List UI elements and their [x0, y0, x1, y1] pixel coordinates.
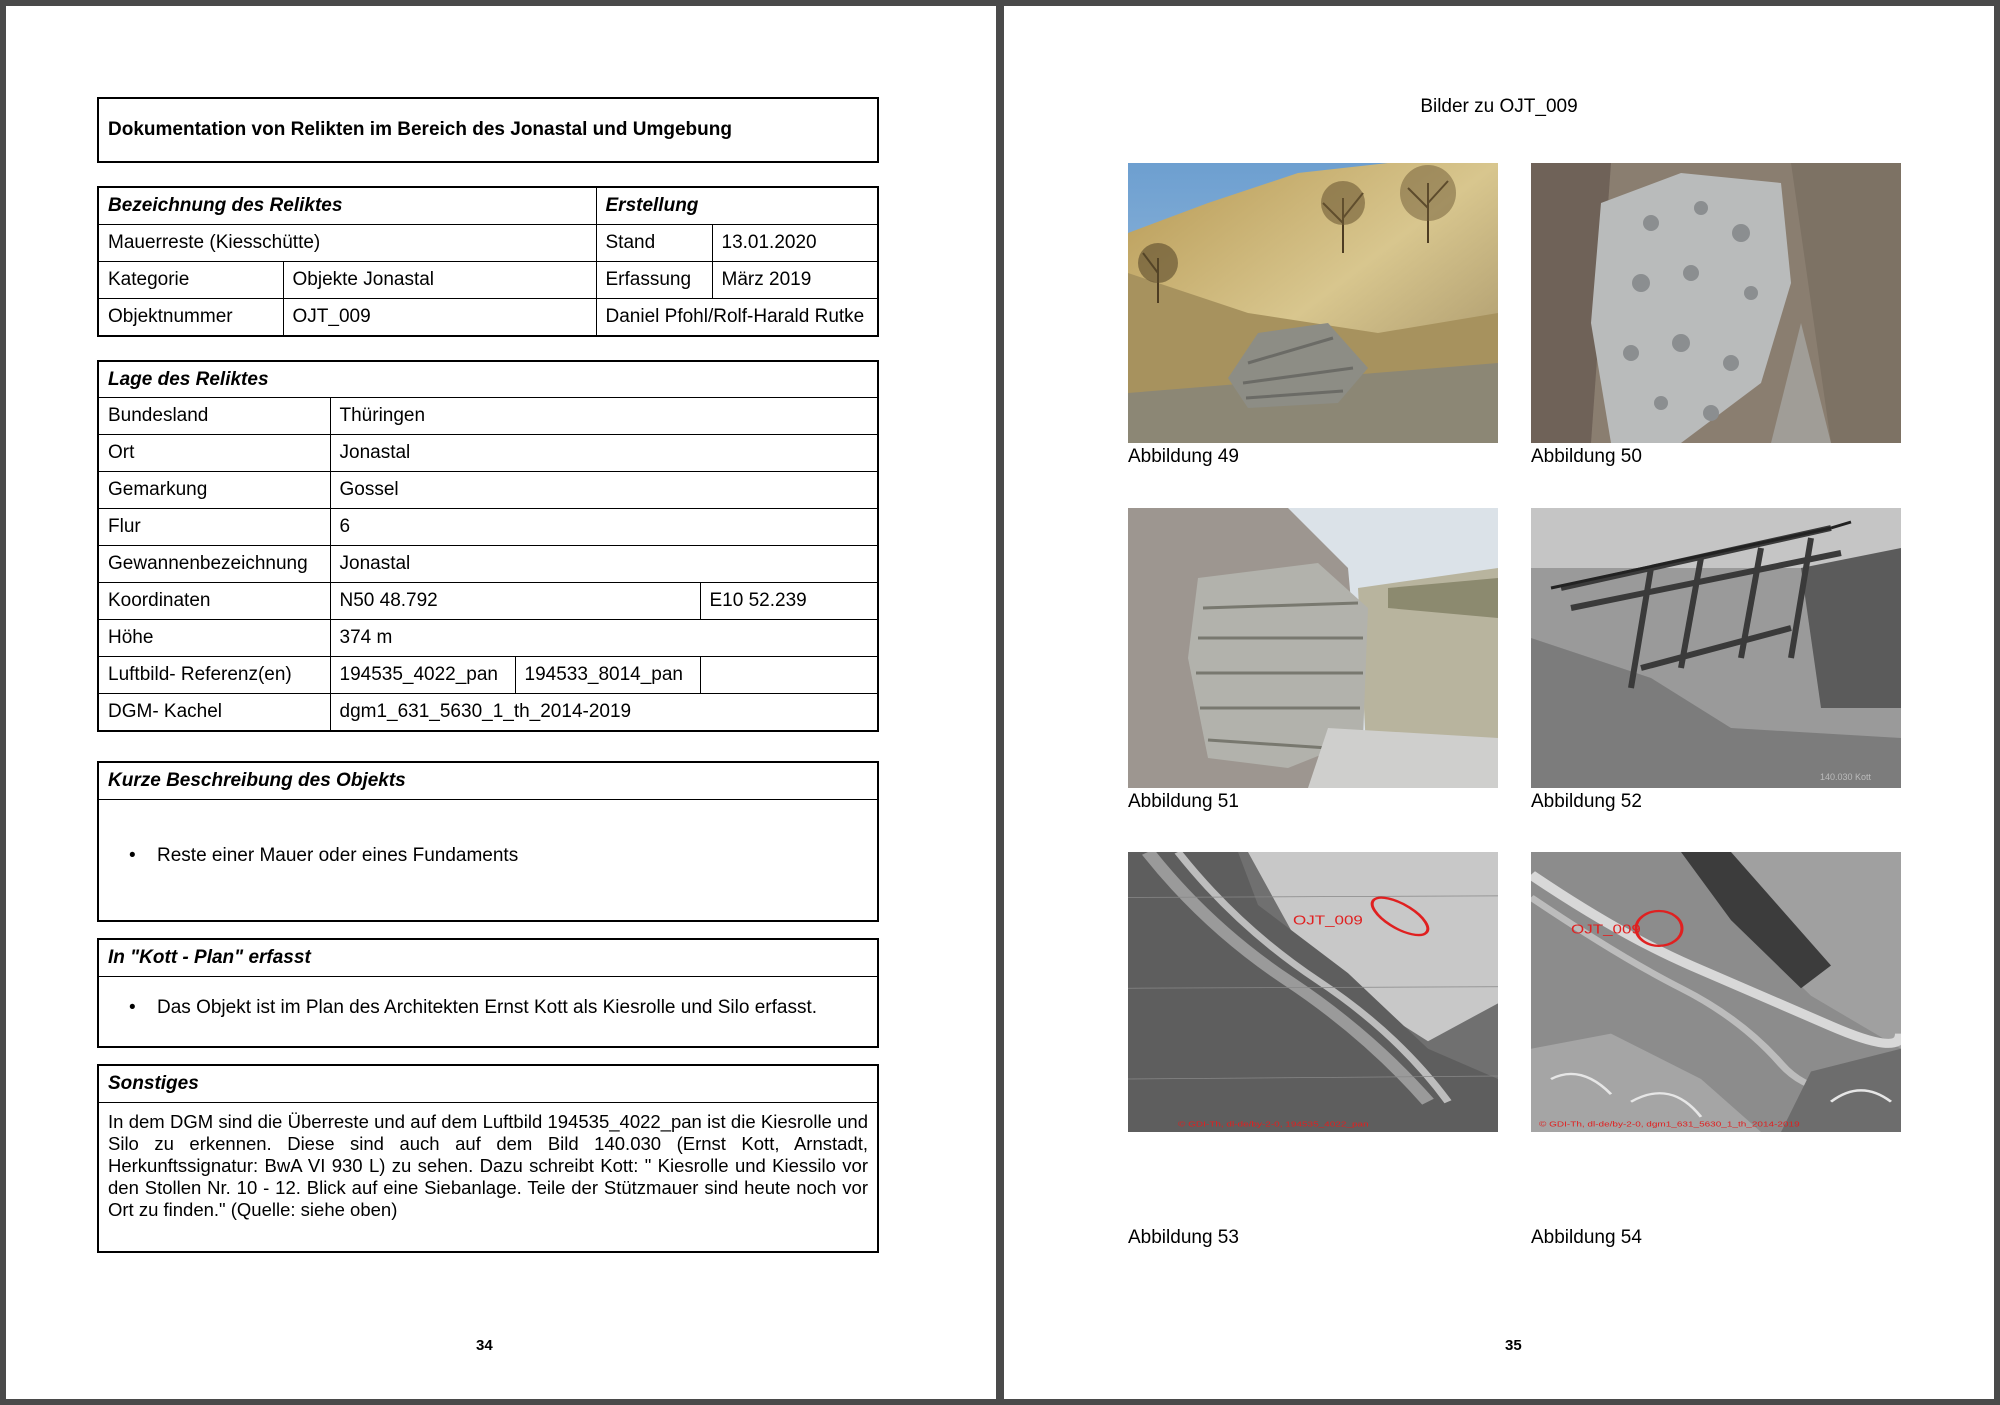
figure-52-credit: 140.030 Kott — [1819, 772, 1871, 782]
stand-value: 13.01.2020 — [712, 225, 877, 262]
table-row — [99, 509, 877, 546]
figures-title: Bilder zu OJT_009 — [1420, 96, 1578, 117]
kott-plan-heading: In "Kott - Plan" erfasst — [99, 940, 877, 977]
table-row — [99, 472, 877, 509]
row-value: Jonastal — [330, 435, 877, 472]
row-label: Ort — [99, 435, 330, 472]
table-row — [99, 299, 877, 336]
figure-53-aerial — [1128, 852, 1498, 1132]
kott-plan-bullet: • Das Objekt ist im Plan des Architekten Ernst Kott als Kiesrolle und Silo erfasst. — [99, 997, 877, 1019]
table-row — [99, 694, 877, 731]
figure-50-caption: Abbildung 50 — [1531, 446, 1642, 467]
row-label: Gemarkung — [99, 472, 330, 509]
figure-51-photo — [1128, 508, 1498, 788]
row-value: Gossel — [330, 472, 877, 509]
figure-54-label: OJT_009 — [1571, 922, 1641, 938]
document-title-box — [97, 97, 879, 163]
erfassung-label: Erfassung — [596, 262, 712, 299]
location-table — [97, 360, 879, 732]
location-heading: Lage des Reliktes — [99, 362, 877, 398]
description-heading: Kurze Beschreibung des Objekts — [99, 763, 877, 800]
left-page — [6, 6, 996, 1399]
row-label: Koordinaten — [99, 583, 330, 620]
right-page — [1004, 6, 1994, 1399]
figure-53-label: OJT_009 — [1293, 913, 1363, 929]
table-row — [99, 435, 877, 472]
document-title: Dokumentation von Relikten im Bereich des Jonastal und Umgebung — [108, 119, 732, 140]
relict-name: Mauerreste (Kiesschütte) — [99, 225, 596, 262]
figure-49-caption: Abbildung 49 — [1128, 446, 1239, 467]
stand-label: Stand — [596, 225, 712, 262]
row-label: Höhe — [99, 620, 330, 657]
table-row — [99, 546, 877, 583]
figure-54-dgm — [1531, 852, 1901, 1132]
row-value: dgm1_631_5630_1_th_2014-2019 — [330, 694, 877, 731]
misc-box — [97, 1064, 879, 1253]
figure-49-photo — [1128, 163, 1498, 443]
misc-text: In dem DGM sind die Überreste und auf dem Luftbild 194535_4022_pan ist die Kiesrolle und Silo zu erkennen. Diese sind auch auf dem Bild 140.030 (Ernst Kott, Arnstadt, Herkunftssignatur: BwA VI 930 L) zu sehen. Dazu schreibt Kott: " Kiesrolle und Kiessilo vor den Stollen Nr. 10 - 12. Blick auf eine Siebanlage. Teile der Stützmauer sind heute noch vor Ort zu finden." (Quelle: siehe oben) — [108, 1111, 868, 1220]
erfassung-value: März 2019 — [712, 262, 877, 299]
page-number: 35 — [1505, 1337, 1522, 1354]
description-bullet: • Reste einer Mauer oder eines Fundaments — [99, 845, 877, 867]
header-erstellung: Erstellung — [596, 188, 877, 225]
kategorie-label: Kategorie — [99, 262, 283, 299]
figure-52-photo — [1531, 508, 1901, 788]
figure-53-credit: © GDI-Th, dl-de/by-2-0, 194535_4022_pan — [1178, 1119, 1369, 1129]
authors: Daniel Pfohl/Rolf-Harald Rutke — [596, 299, 877, 336]
latitude-value: N50 48.792 — [330, 583, 700, 620]
header-bezeichnung: Bezeichnung des Reliktes — [99, 188, 596, 225]
longitude-value: E10 52.239 — [700, 583, 877, 620]
aerial-ref-1: 194535_4022_pan — [330, 657, 515, 694]
figure-53-caption: Abbildung 53 — [1128, 1227, 1239, 1248]
table-row — [99, 657, 877, 694]
misc-heading: Sonstiges — [99, 1066, 877, 1103]
row-value: 374 m — [330, 620, 877, 657]
figure-52-caption: Abbildung 52 — [1531, 791, 1642, 812]
description-box — [97, 761, 879, 922]
table-row — [99, 262, 877, 299]
row-label: Gewannenbezeichnung — [99, 546, 330, 583]
row-label: DGM- Kachel — [99, 694, 330, 731]
figure-54-caption: Abbildung 54 — [1531, 1227, 1642, 1248]
objektnummer-value: OJT_009 — [283, 299, 596, 336]
page-number: 34 — [476, 1337, 493, 1354]
figure-54-credit: © GDI-Th, dl-de/by-2-0, dgm1_631_5630_1_th_2014-2019 — [1539, 1119, 1800, 1129]
figure-51-caption: Abbildung 51 — [1128, 791, 1239, 812]
row-label: Bundesland — [99, 398, 330, 435]
aerial-ref-2: 194533_8014_pan — [515, 657, 700, 694]
figure-50-photo — [1531, 163, 1901, 443]
table-row — [99, 583, 877, 620]
identification-table — [97, 186, 879, 337]
table-row — [99, 620, 877, 657]
row-label: Luftbild- Referenz(en) — [99, 657, 330, 694]
table-row — [99, 225, 877, 262]
kott-plan-box — [97, 938, 879, 1048]
row-value: Jonastal — [330, 546, 877, 583]
table-row — [99, 398, 877, 435]
row-value: 6 — [330, 509, 877, 546]
kategorie-value: Objekte Jonastal — [283, 262, 596, 299]
row-value: Thüringen — [330, 398, 877, 435]
row-label: Flur — [99, 509, 330, 546]
objektnummer-label: Objektnummer — [99, 299, 283, 336]
